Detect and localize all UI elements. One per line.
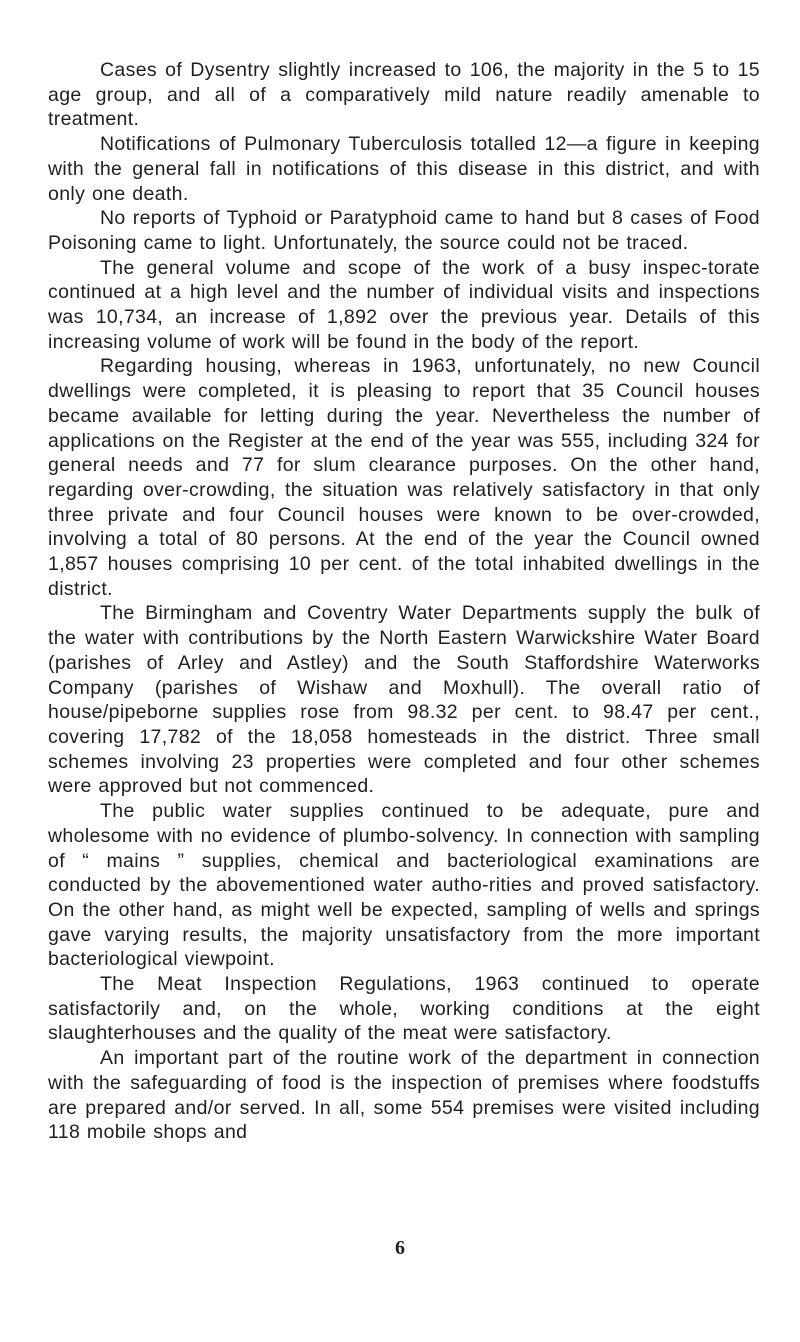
paragraph-typhoid-food-poisoning: No reports of Typhoid or Paratyphoid came to hand but 8 cases of Food Poisoning came to light. Unfortunately, the source could not be traced. (48, 207, 760, 254)
paragraph-water-departments: The Birmingham and Coventry Water Departments supply the bulk of the water with contributions by the North Eastern Warwickshire Water Board (parishes of Arley and Astley) and the South Staffordshire Waterworks Company (parishes of Wishaw and Moxhull). The overall ratio of house/pipeborne supplies rose from 98.32 per cent. to 98.47 per cent., covering 17,782 of the 18,058 homesteads in the district. Three small schemes involving 23 properties were completed and four other schemes were approved but not commenced. (48, 602, 760, 798)
paragraph-inspectorate-work: The general volume and scope of the work of a busy inspec-torate continued at a high level and the number of individual visits and inspections was 10,734, an increase of 1,892 over the previous year. Details of this increasing volume of work will be found in the body of the report. (48, 256, 760, 353)
paragraph-food-premises: An important part of the routine work of the department in connection with the safeguarding of food is the inspection of premises where foodstuffs are prepared and/or served. In all, some 554 premises were visited including 118 mobile shops and (48, 1047, 760, 1144)
paragraph-dysentry: Cases of Dysentry slightly increased to 106, the majority in the 5 to 15 age group, and all of a comparatively mild nature readily amenable to treatment. (48, 59, 760, 131)
paragraph-tuberculosis: Notifications of Pulmonary Tuberculosis totalled 12—a figure in keeping with the general fall in notifications of this disease in this district, and with only one death. (48, 133, 760, 205)
paragraph-meat-inspection: The Meat Inspection Regulations, 1963 continued to operate satisfactorily and, on the whole, working conditions at the eight slaughterhouses and the quality of the meat were satisfactory. (48, 973, 760, 1045)
paragraph-public-water-supplies: The public water supplies continued to be adequate, pure and wholesome with no evidence of plumbo-solvency. In connection with sampling of “ mains ” supplies, chemical and bacteriological examinations are conducted by the abovementioned water autho-rities and proved satisfactory. On the other hand, as might well be expected, sampling of wells and springs gave varying results, the majority unsatisfactory from the more important bacteriological viewpoint. (48, 800, 760, 971)
page-number: 6 (395, 1237, 405, 1259)
report-page-body (48, 58, 760, 1145)
paragraph-housing: Regarding housing, whereas in 1963, unfortunately, no new Council dwellings were completed, it is pleasing to report that 35 Council houses became available for letting during the year. Nevertheless the number of applications on the Register at the end of the year was 555, including 324 for general needs and 77 for slum clearance purposes. On the other hand, regarding over-crowding, the situation was relatively satisfactory in that only three private and four Council houses were known to be over-crowded, involving a total of 80 persons. At the end of the year the Council owned 1,857 houses comprising 10 per cent. of the total inhabited dwellings in the district. (48, 355, 760, 600)
